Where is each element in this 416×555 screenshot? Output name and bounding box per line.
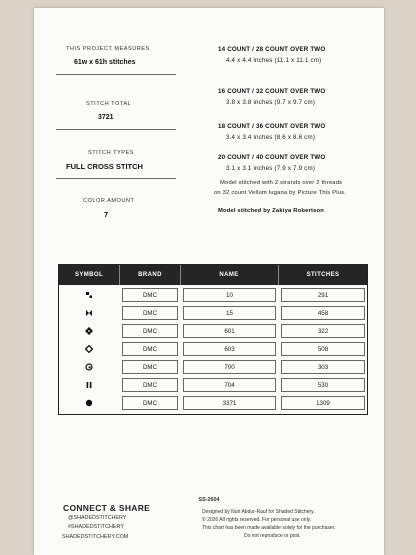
stitches-cell: 508 [281, 342, 365, 356]
measure-value: 61w x 61h stitches [74, 59, 136, 66]
credit-line-3: This chart has been made available solely for the purchaser. [202, 525, 336, 531]
stitches-cell: 458 [281, 306, 365, 320]
model-stitcher: Model stitched by Zakiya Robertson [218, 208, 325, 214]
stitches-cell: 322 [281, 324, 365, 338]
brand-cell: DMC [122, 324, 178, 338]
social-hashtag: #SHADEDSTITCHERY [68, 524, 124, 530]
pattern-code: SS-2604 [198, 497, 220, 503]
flower-icon [59, 324, 119, 338]
stitch-total-value: 3721 [98, 114, 114, 121]
small-squares-icon [59, 288, 119, 302]
size-dimensions: 3.4 x 3.4 inches (8.6 x 8.6 cm) [226, 134, 316, 141]
connect-heading: CONNECT & SHARE [63, 503, 151, 513]
brand-cell: DMC [122, 360, 178, 374]
header-name: NAME [219, 272, 239, 278]
size-dimensions: 4.4 x 4.4 inches (11.1 x 11.1 cm) [226, 57, 322, 64]
stitches-cell: 1309 [281, 396, 365, 410]
double-bar-icon [59, 378, 119, 392]
divider [56, 178, 176, 179]
measure-label: THIS PROJECT MEASURES [66, 46, 150, 52]
table-row [59, 322, 367, 340]
size-count: 18 COUNT / 36 COUNT OVER TWO [218, 123, 326, 130]
brand-cell: DMC [122, 342, 178, 356]
size-count: 16 COUNT / 32 COUNT OVER TWO [218, 88, 326, 95]
model-note-line-1: Model stitched with 2 strands over 2 threads [220, 180, 343, 186]
brand-cell: DMC [122, 396, 178, 410]
table-row [59, 394, 367, 412]
stitches-cell: 530 [281, 378, 365, 392]
name-cell: 700 [183, 360, 276, 374]
stitch-total-label: STITCH TOTAL [86, 101, 132, 107]
size-count: 20 COUNT / 40 COUNT OVER TWO [218, 154, 326, 161]
header-symbol: SYMBOL [74, 272, 104, 278]
table-row [59, 286, 367, 304]
size-dimensions: 3.1 x 3.1 inches (7.9 x 7.9 cm) [226, 165, 316, 172]
table-row [59, 340, 367, 358]
color-amount-label: COLOR AMOUNT [83, 198, 135, 204]
stitches-cell: 291 [281, 288, 365, 302]
table-row [59, 358, 367, 376]
size-dimensions: 3.8 x 3.8 inches (9.7 x 9.7 cm) [226, 99, 316, 106]
name-cell: 15 [183, 306, 276, 320]
website-link[interactable]: SHADEDSTITCHERY.COM [62, 534, 129, 540]
credit-line-1: Designed by Nuri Abdur-Rauf for Shaded Stitchery. [202, 509, 315, 515]
pattern-info-page [34, 8, 384, 555]
name-cell: 601 [183, 324, 276, 338]
diamond-icon [59, 342, 119, 356]
stitch-types-value: FULL CROSS STITCH [66, 162, 143, 171]
floss-table [58, 264, 368, 415]
table-header [59, 265, 367, 285]
filled-circle-icon [59, 396, 119, 410]
table-row [59, 304, 367, 322]
bowtie-icon [59, 306, 119, 320]
divider [56, 74, 176, 75]
stitch-types-label: STITCH TYPES [88, 150, 134, 156]
header-stitches: STITCHES [306, 272, 340, 278]
brand-cell: DMC [122, 288, 178, 302]
social-handle: @SHADEDSTITCHERY [68, 515, 127, 521]
credit-line-4: Do not reproduce or post. [244, 533, 301, 539]
color-amount-value: 7 [104, 210, 109, 219]
header-brand: BRAND [138, 272, 162, 278]
model-note-line-2: on 32 count Vellum lugana by Picture This Plus. [214, 190, 347, 196]
credit-line-2: © 2026 All rights reserved. For personal use only. [202, 517, 312, 523]
name-cell: 704 [183, 378, 276, 392]
name-cell: 10 [183, 288, 276, 302]
name-cell: 3371 [183, 396, 276, 410]
divider [56, 129, 176, 130]
brand-cell: DMC [122, 306, 178, 320]
swirl-icon [59, 360, 119, 374]
table-row [59, 376, 367, 394]
stitches-cell: 303 [281, 360, 365, 374]
name-cell: 603 [183, 342, 276, 356]
brand-cell: DMC [122, 378, 178, 392]
size-count: 14 COUNT / 28 COUNT OVER TWO [218, 46, 326, 53]
